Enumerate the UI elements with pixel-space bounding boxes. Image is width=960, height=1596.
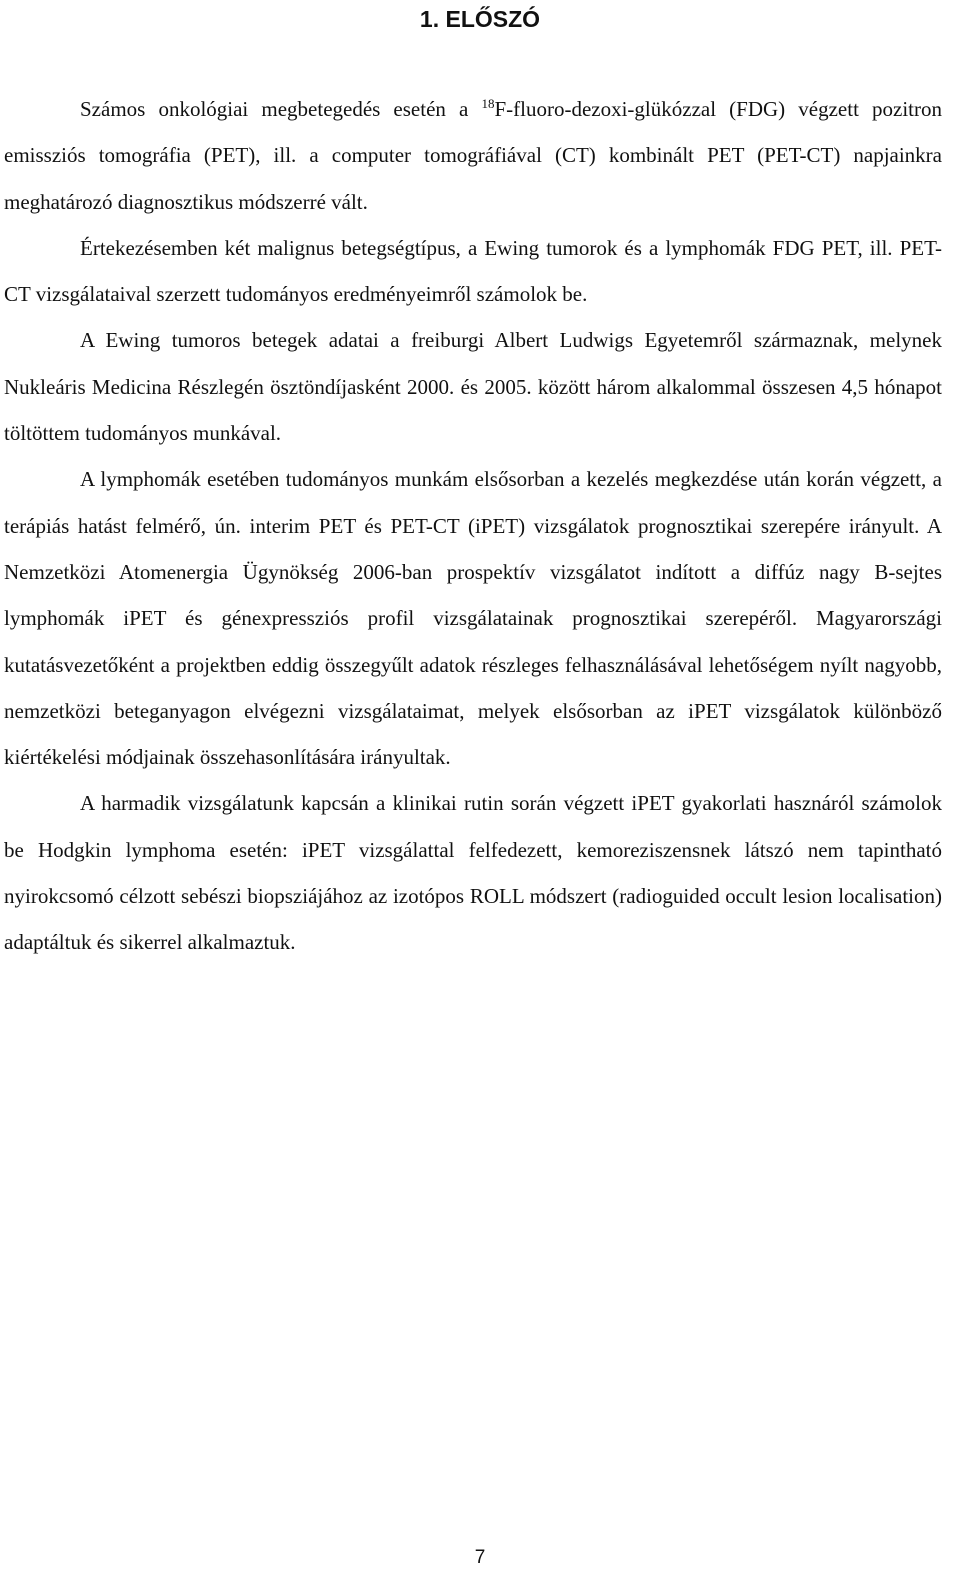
paragraph-4: A lymphomák esetében tudományos munkám elsősorban a kezelés megkezdése után korán végzett, a terápiás hatást felmérő, ún. interim PET és PET-CT (iPET) vizsgálatok prognosztikai szerepére irányult. A Nemzetközi Atomenergia Ügynökség 2006-ban prospektív vizsgálatot indított a diffúz nagy B-sejtes lymphomák iPET és génexpressziós profil vizsgálatainak prognosztikai szerepéről. Magyarországi kutatásvezetőként a projektben eddig összegyűlt adatok részleges felhasználásával lehetőségem nyílt nagyobb, nemzetközi beteganyagon elvégezni vizsgálataimat, melyek elsősorban az iPET vizsgálatok különböző kiértékelési módjainak összehasonlítására irányultak. bbox=[4, 467, 942, 770]
paragraph-5: A harmadik vizsgálatunk kapcsán a klinikai rutin során végzett iPET gyakorlati hasznáról számolok be Hodgkin lymphoma esetén: iPET vizsgálattal felfedezett, kemoreziszensnek látszó nem tapintható nyirokcsomó célzott sebészi biopsziájához az izotópos ROLL módszert (radioguided occult lesion localisation) adaptáltuk és sikerrel alkalmaztuk. bbox=[4, 791, 942, 955]
paragraph-3: A Ewing tumoros betegek adatai a freiburgi Albert Ludwigs Egyetemről származnak, melynek Nukleáris Medicina Részlegén ösztöndíjasként 2000. és 2005. között három alkalommal összesen 4,5 hónapot töltöttem tudományos munkával. bbox=[4, 328, 942, 446]
page-number: 7 bbox=[474, 1547, 486, 1568]
paragraph-1-text-start: Számos onkológiai megbetegedés esetén a bbox=[80, 97, 482, 121]
paragraph-1-text-end: F-fluoro-dezoxi-glükózzal (FDG) végzett pozitron emissziós tomográfia (PET), ill. a computer tomográfiával (CT) kombinált PET (PET-CT) napjainkra meghatározó diagnosztikus módszerré vált. bbox=[4, 97, 943, 214]
paragraph-1 bbox=[4, 86, 942, 225]
isotope-superscript: 18 bbox=[481, 96, 495, 111]
chapter-heading: 1. ELŐSZÓ bbox=[419, 6, 541, 32]
paragraph-2: Értekezésemben két malignus betegségtípus, a Ewing tumorok és a lymphomák FDG PET, ill. PET-CT vizsgálataival szerzett tudományos eredményeimről számolok be. bbox=[4, 235, 942, 307]
body-text bbox=[4, 86, 942, 966]
